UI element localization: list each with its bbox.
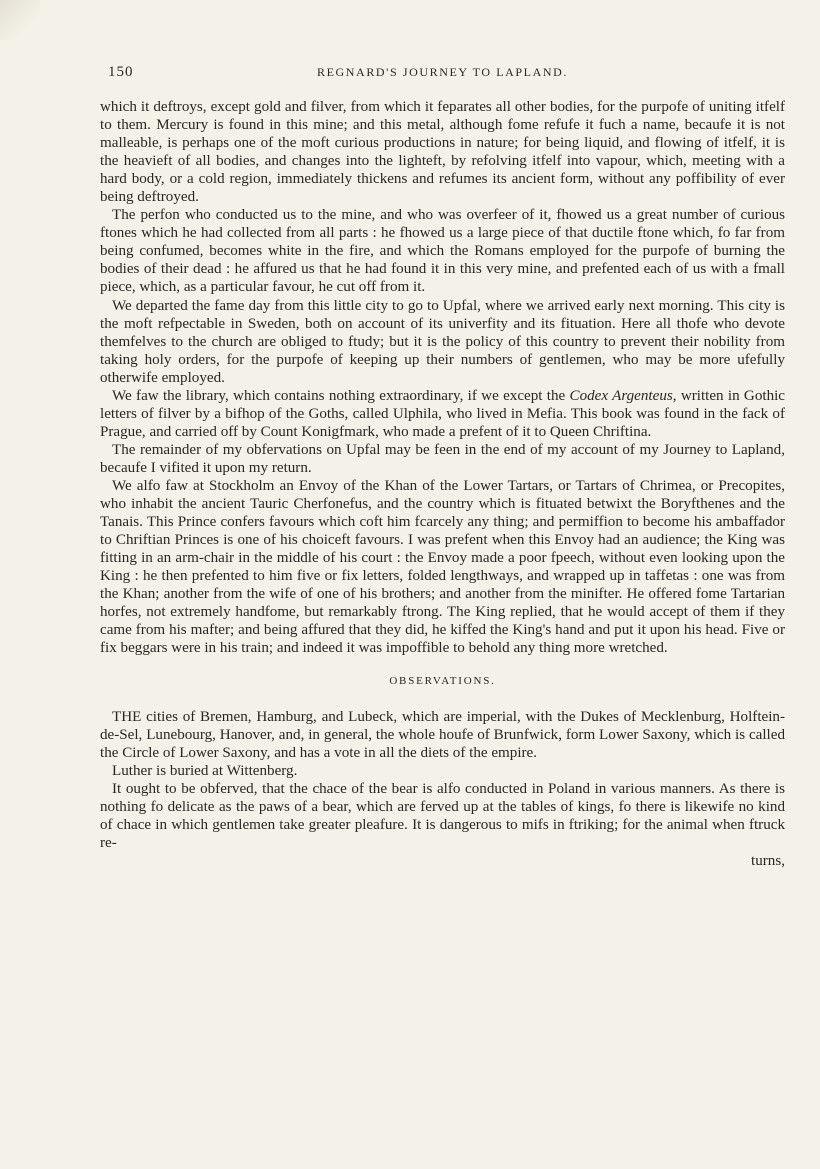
paragraph: We alfo faw at Stockholm an Envoy of the Khan of the Lower Tartars, or Tartars of Chrimea, or Precopites, who inhabit the ancient Tauric Cherfonefus, and the country which is fituated betwixt the Boryfthenes and the Tanais. This Prince confers favours which coft him fcarcely any thing; and permiffion to become his ambaffador to Chriftian Princes is one of his choiceft favours. I was prefent when this Envoy had an audience; the King was fitting in an arm-chair in the middle of his court : the Envoy made a poor fpeech, without even looking upon the King : he then prefented to him five or fix letters, folded lengthways, and wrapped up in taffetas : one was from the Khan; another from the wife of one of his brothers; and another from the minifter. He offered fome Tartarian horfes, not extremely handfome, but remarkably ftrong. The King replied, that he would accept of them if they came from his mafter; and being affured that they did, he kiffed the King's hand and put it upon his head. Five or fix beggars were in his train; and indeed it was impoffible to behold any thing more wretched.: [100, 477, 785, 657]
section-heading: OBSERVATIONS.: [389, 675, 496, 688]
codex-title: Codex Argenteus: [569, 387, 673, 404]
body-text: [100, 98, 785, 870]
book-page: [100, 64, 785, 870]
page-header: [100, 64, 785, 88]
page-number: 150: [108, 64, 134, 80]
paragraph: THE cities of Bremen, Hamburg, and Lubeck, which are imperial, with the Dukes of Mecklenburg, Holftein-de-Sel, Lunebourg, Hanover, and, in general, the whole houfe of Brunfwick, form Lower Saxony, which is called the Circle of Lower Saxony, and has a vote in all the diets of the empire.: [100, 708, 785, 761]
paragraph: We departed the fame day from this little city to go to Upfal, where we arrived early next morning. This city is the moft refpectable in Sweden, both on account of its univerfity and its fituation. Here all thofe who devote themfelves to the church are obliged to ftudy; but it is the policy of this country to prevent their nobility from taking holy orders, for the purpofe of keeping up their numbers of gentlemen, who may be more ufefully otherwife employed.: [100, 297, 785, 386]
paragraph-text: , written in Gothic letters of filver by a bifhop of the Goths, called Ulphila, who lived in Mefia. This book was found in the fack of Prague, and carried off by Count Konigfmark, who made a prefent of it to Queen Chriftina.: [100, 387, 786, 440]
page-corner-shading: [0, 0, 40, 40]
running-title: REGNARD'S JOURNEY TO LAPLAND.: [316, 65, 569, 79]
catchword: turns,: [751, 852, 785, 869]
paragraph: Luther is buried at Wittenberg.: [112, 762, 298, 779]
paragraph: The remainder of my obfervations on Upfal may be feen in the end of my account of my Journey to Lapland, becaufe I vifited it upon my return.: [100, 441, 785, 476]
paragraph: The perfon who conducted us to the mine, and who was overfeer of it, fhowed us a great number of curious ftones which he had collected from all parts : he fhowed us a large piece of that ductile ftone which, fo far from being confumed, becomes white in the fire, and which the Romans employed for the purpofe of burning the bodies of their dead : he affured us that he had found it in this very mine, and prefented each of us with a fmall piece, which, as a particular favour, he cut off from it.: [100, 207, 785, 296]
paragraph-text: We faw the library, which contains nothing extraordinary, if we except the: [112, 387, 570, 404]
paragraph: It ought to be obferved, that the chace of the bear is alfo conducted in Poland in various manners. As there is nothing fo delicate as the paws of a bear, which are ferved up at the tables of kings, fo there is likewife no kind of chace in which gentlemen take greater pleafure. It is dangerous to mifs in ftriking; for the animal when ftruck re-: [100, 780, 785, 851]
paragraph: which it deftroys, except gold and filver, from which it feparates all other bodies, for the purpofe of uniting itfelf to them. Mercury is found in this mine; and this metal, although fome refufe it fuch a name, becaufe it is not malleable, is perhaps one of the moft curious productions in nature; for being liquid, and flowing of itfelf, it is the heavieft of all bodies, and changes into the lighteft, by refolving itfelf into vapour, which, meeting with a hard body, or a cold region, immediately thickens and refumes its ancient form, without any poffibility of ever being deftroyed.: [100, 99, 785, 206]
paragraph-codex: [100, 387, 785, 441]
